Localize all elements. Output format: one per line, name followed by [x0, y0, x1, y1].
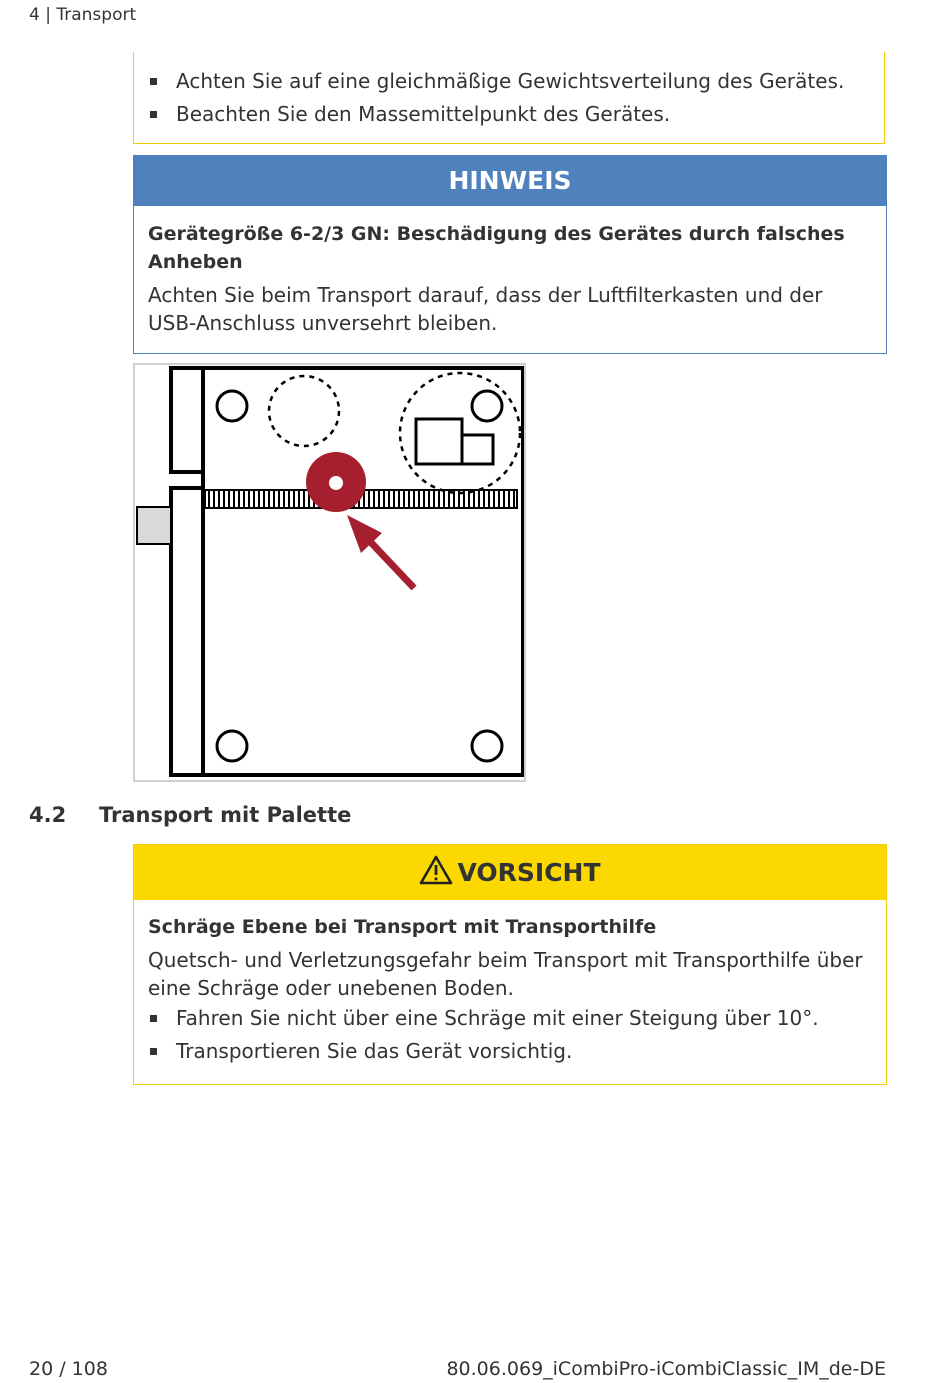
section-heading — [29, 803, 351, 827]
list-item: Fahren Sie nicht über eine Schräge mit einer Steigung über 10°. — [148, 1002, 872, 1035]
page-number: 20 / 108 — [29, 1358, 108, 1380]
list-item: Transportieren Sie das Gerät vorsichtig. — [148, 1035, 872, 1068]
list-item: Achten Sie auf eine gleichmäßige Gewichtsverteilung des Gerätes. — [148, 65, 844, 98]
section-title: Transport mit Palette — [99, 803, 352, 827]
warning-triangle-icon — [419, 849, 453, 905]
usb-box — [462, 435, 493, 464]
caution-box — [133, 844, 887, 1085]
caution-header — [134, 845, 886, 900]
notice-heading: HINWEIS — [134, 156, 886, 206]
notice-box — [133, 155, 887, 354]
running-header: 4 | Transport — [29, 5, 137, 25]
section-number: 4.2 — [29, 803, 67, 827]
list-item: Beachten Sie den Massemittelpunkt des Gerätes. — [148, 98, 844, 131]
document-id: 80.06.069_iCombiPro-iCombiClassic_IM_de-DE — [446, 1358, 886, 1380]
appliance-bottom-view-icon — [135, 365, 524, 780]
appliance-diagram — [133, 363, 526, 782]
caution-box-continued — [133, 52, 885, 144]
filter-box — [416, 419, 462, 464]
caution-heading: VORSICHT — [457, 858, 601, 887]
bullet-list — [148, 1002, 872, 1068]
caution-text: Quetsch- und Verletzungsgefahr beim Transport mit Transporthilfe über eine Schräge oder unebenen Boden. — [148, 948, 863, 1000]
bullet-list — [148, 65, 844, 131]
notice-title: Gerätegröße 6-2/3 GN: Beschädigung des Gerätes durch falsches Anheben — [148, 223, 845, 273]
caution-title: Schräge Ebene bei Transport mit Transporthilfe — [148, 916, 657, 938]
notice-text: Achten Sie beim Transport darauf, dass der Luftfilterkasten und der USB-Anschluss unversehrt bleiben. — [148, 283, 823, 335]
